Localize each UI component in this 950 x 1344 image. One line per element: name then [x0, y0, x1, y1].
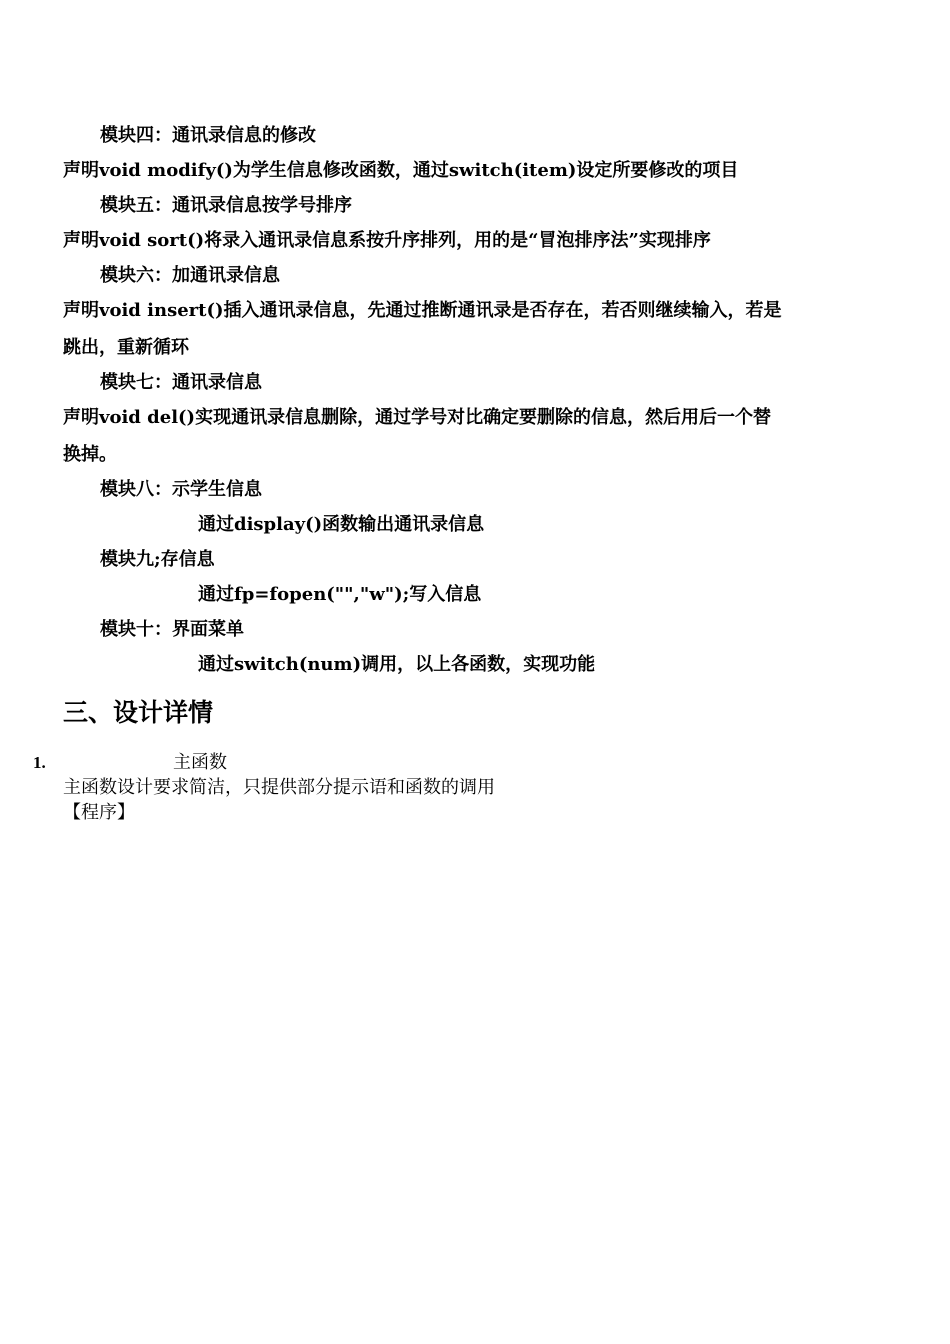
- module-9-title: 模块九;存信息: [100, 549, 215, 570]
- module-10-desc: 通过switch(num)调用，以上各函数，实现功能: [198, 654, 596, 675]
- module-7-desc-line2: 换掉。: [63, 444, 117, 465]
- module-5-title: 模块五：通讯录信息按学号排序: [100, 195, 352, 216]
- module-7-desc-line1: 声明void del()实现通讯录信息删除，通过学号对比确定要删除的信息，然后用后一个替: [63, 407, 772, 428]
- item-number: 1.: [33, 753, 46, 772]
- item-title: 主函数: [173, 752, 227, 773]
- program-label: 【程序】: [63, 802, 135, 823]
- item-description: 主函数设计要求简洁，只提供部分提示语和函数的调用: [63, 777, 495, 798]
- module-4-desc: 声明void modify()为学生信息修改函数，通过switch(item)设定所要修改的项目: [63, 160, 739, 181]
- module-6-title: 模块六：加通讯录信息: [100, 265, 280, 286]
- module-6-desc-line1: 声明void insert()插入通讯录信息，先通过推断通讯录是否存在，若否则继续输入，若是: [63, 300, 782, 321]
- section-heading: 三、设计详情: [63, 698, 214, 727]
- module-10-title: 模块十：界面菜单: [100, 619, 244, 640]
- module-7-title: 模块七：通讯录信息: [100, 372, 262, 393]
- module-5-desc: 声明void sort()将录入通讯录信息系按升序排列，用的是“冒泡排序法”实现排序: [63, 230, 711, 251]
- module-8-desc: 通过display()函数输出通讯录信息: [198, 514, 485, 535]
- module-8-title: 模块八：示学生信息: [100, 479, 262, 500]
- module-9-desc: 通过fp=fopen("","w");写入信息: [198, 584, 482, 605]
- module-4-title: 模块四：通讯录信息的修改: [100, 125, 316, 146]
- module-6-desc-line2: 跳出，重新循环: [63, 337, 189, 358]
